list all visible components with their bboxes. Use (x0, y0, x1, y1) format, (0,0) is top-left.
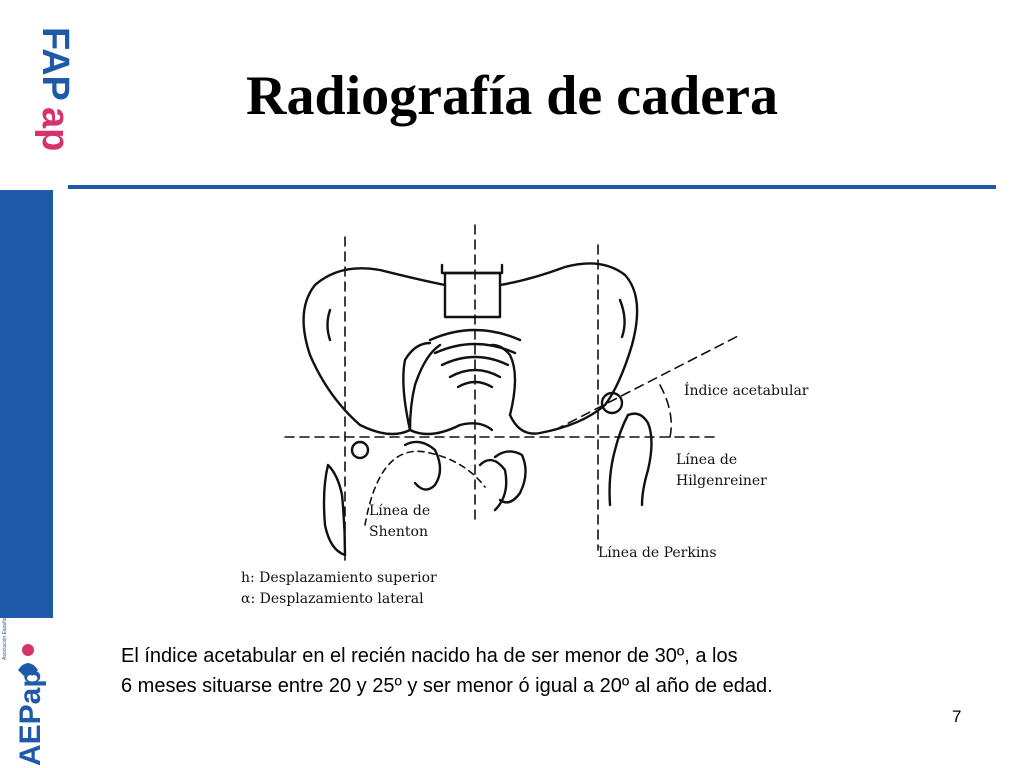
label-shenton-line-2: Shenton (369, 524, 428, 540)
legend-alpha: α: Desplazamiento lateral (241, 591, 424, 607)
caption-line-1: El índice acetabular en el recién nacido ha de ser menor de 30º, a los (121, 645, 738, 667)
slide-title: Radiografía de cadera (246, 65, 778, 127)
svg-text:ap: ap (34, 107, 76, 152)
svg-text:FAP: FAP (34, 27, 76, 101)
svg-text:Asociación Española de Pediatr: Asociación Española de Pediatría (2, 585, 8, 660)
label-acetabular-index: Índice acetabular (684, 383, 809, 399)
aepap-logo (0, 585, 52, 768)
caption-line-2: 6 meses situarse entre 20 y 25º y ser menor ó igual a 20º al año de edad. (121, 675, 773, 697)
slide-caption (121, 641, 773, 701)
legend-h: h: Desplazamiento superior (241, 570, 437, 586)
label-hilgenreiner-line-2: Hilgenreiner (676, 473, 767, 489)
pelvis-diagram (230, 225, 830, 620)
label-shenton-line-1: Línea de (369, 503, 431, 519)
sidebar-accent-bar (0, 190, 53, 618)
title-divider (68, 185, 996, 189)
page-number: 7 (952, 707, 962, 726)
label-perkins: Línea de Perkins (598, 545, 717, 561)
reference-lines (285, 225, 740, 560)
label-hilgenreiner-line-1: Línea de (676, 452, 738, 468)
svg-text:AEPap: AEPap (14, 669, 47, 766)
